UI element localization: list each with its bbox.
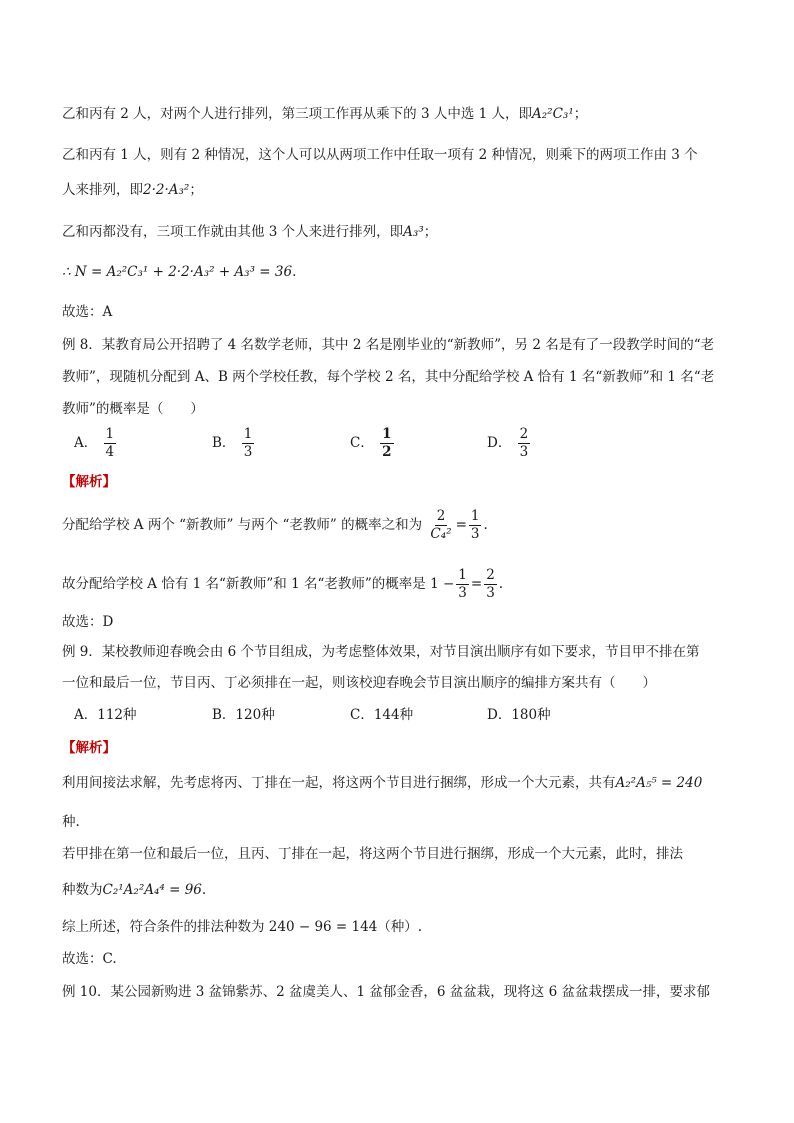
fraction	[242, 426, 255, 461]
text: 利用间接法求解，先考虑将丙、丁排在一起，将这两个节目进行捆绑，形成一个大元素，共有	[62, 775, 616, 791]
equals: =	[455, 517, 467, 533]
denominator: 3	[243, 444, 253, 460]
math-expression: C₂¹A₂²A₄⁴ = 96	[102, 882, 202, 898]
fraction	[518, 426, 531, 461]
fraction	[484, 567, 497, 602]
example-8-line-1: 例 8．某教育局公开招聘了 4 名数学老师，其中 2 名是刚毕业的“新教师”，另 2 名是有了一段教学时间的“老	[62, 337, 715, 353]
text: ；	[423, 224, 438, 240]
math-expression: A₃³	[403, 224, 424, 240]
answer-9: 故选：C.	[62, 951, 117, 967]
fraction	[380, 426, 393, 461]
solution-9-line-5: 综上所述，符合条件的排法种数为 240 − 96 = 144（种）.	[62, 919, 423, 935]
solution-heading: 【解析】	[62, 740, 116, 756]
numerator: 1	[243, 426, 253, 442]
option-a	[74, 426, 118, 461]
line-1	[62, 104, 587, 124]
answer-8: 故选：D	[62, 614, 114, 630]
example-8-line-3: 教师”的概率是（ ）	[62, 401, 204, 417]
text: 分配给学校 A 两个 “新教师” 与两个 “老教师” 的概率之和为	[62, 517, 423, 533]
option-letter: D．	[487, 435, 512, 451]
denominator: C₄²	[430, 526, 452, 542]
denominator: 4	[105, 444, 115, 460]
denominator: 3	[458, 585, 467, 601]
example-9-line-2: 一位和最后一位，节目丙、丁必须排在一起，则该校迎春晚会节目演出顺序的编排方案共有（ ）	[62, 675, 656, 691]
math-expression: ∴ N = A₂²C₃¹ + 2·2·A₃² + A₃³ = 36	[62, 264, 293, 280]
text: .	[292, 264, 297, 280]
numerator: 1	[458, 567, 467, 583]
fraction	[469, 508, 482, 543]
line-3	[62, 180, 203, 200]
example-8-line-2: 教师”，现随机分配到 A、B 两个学校任教，每个学校 2 名，其中分配给学校 A 恰有 1 名“新教师”和 1 名“老	[62, 369, 715, 385]
line-4	[62, 222, 437, 242]
solution-9-line-3: 若甲排在第一位和最后一位，且丙、丁排在一起，将这两个节目进行捆绑，形成一个大元素，此时，排法	[62, 846, 683, 862]
math-expression: A₂²A₅⁵ = 240	[615, 775, 703, 791]
text: 1 −	[430, 576, 455, 592]
option-letter: A．	[74, 435, 98, 451]
answer-7: 故选：A	[62, 304, 113, 320]
denominator: 3	[519, 444, 529, 460]
numerator: 1	[470, 508, 480, 524]
text: 故分配给学校 A 恰有 1 名“新教师”和 1 名“老教师”的概率是	[62, 576, 426, 592]
option-a: A．112种	[74, 707, 137, 723]
text: 种数为	[62, 882, 103, 898]
denominator: 3	[486, 585, 495, 601]
fraction	[428, 508, 453, 543]
solution-9-line-2: 种.	[62, 814, 80, 830]
text: 乙和丙有 1 人，则有 2 种情况，这个人可以从两项工作中任取一项有 2 种情况，则乘下的两项工作由 3 个	[62, 147, 698, 163]
option-d	[487, 426, 532, 461]
numerator: 1	[382, 426, 392, 442]
fraction	[104, 426, 117, 461]
option-c	[350, 426, 396, 461]
math-expression: A₂²C₃¹	[532, 106, 574, 122]
denominator: 2	[382, 444, 392, 460]
option-letter: B．	[212, 435, 236, 451]
text: .	[483, 517, 488, 533]
text: 乙和丙有 2 人，对两个人进行排列，第三项工作再从乘下的 3 人中选 1 人，即	[62, 106, 533, 122]
solution-9-line-1	[62, 773, 702, 793]
numerator: 1	[105, 426, 115, 442]
solution-heading: 【解析】	[62, 474, 116, 490]
math-expression: 2·2·A₃²	[143, 182, 190, 198]
numerator: 2	[436, 508, 446, 524]
numerator: 2	[486, 567, 495, 583]
solution-8-line-2	[62, 567, 503, 602]
option-d: D．180种	[487, 707, 551, 723]
example-10-line-1: 例 10．某公园新购进 3 盆锦紫苏、2 盆虞美人、1 盆郁金香，6 盆盆栽，现将这 6 盆盆栽摆成一排，要求郁	[62, 984, 710, 1000]
option-b: B．120种	[212, 707, 275, 723]
text: .	[201, 882, 207, 898]
option-b	[212, 426, 256, 461]
numerator: 2	[519, 426, 529, 442]
solution-9-line-4	[62, 880, 206, 900]
solution-8-line-1	[62, 508, 488, 543]
line-2	[62, 145, 698, 165]
text: .	[498, 576, 504, 592]
text: ；	[189, 182, 203, 198]
line-5	[62, 262, 296, 282]
fraction	[456, 567, 469, 602]
example-9-line-1: 例 9．某校教师迎春晚会由 6 个节目组成，为考虑整体效果，对节目演出顺序有如下要求，节目甲不排在第	[62, 644, 700, 660]
option-letter: C．	[350, 435, 374, 451]
option-c: C．144种	[350, 707, 414, 723]
text: 人来排列，即	[62, 182, 143, 198]
equals: =	[470, 576, 483, 592]
text: ；	[573, 106, 588, 122]
text: 乙和丙都没有，三项工作就由其他 3 个人来进行排列，即	[62, 224, 404, 240]
denominator: 3	[470, 526, 480, 542]
